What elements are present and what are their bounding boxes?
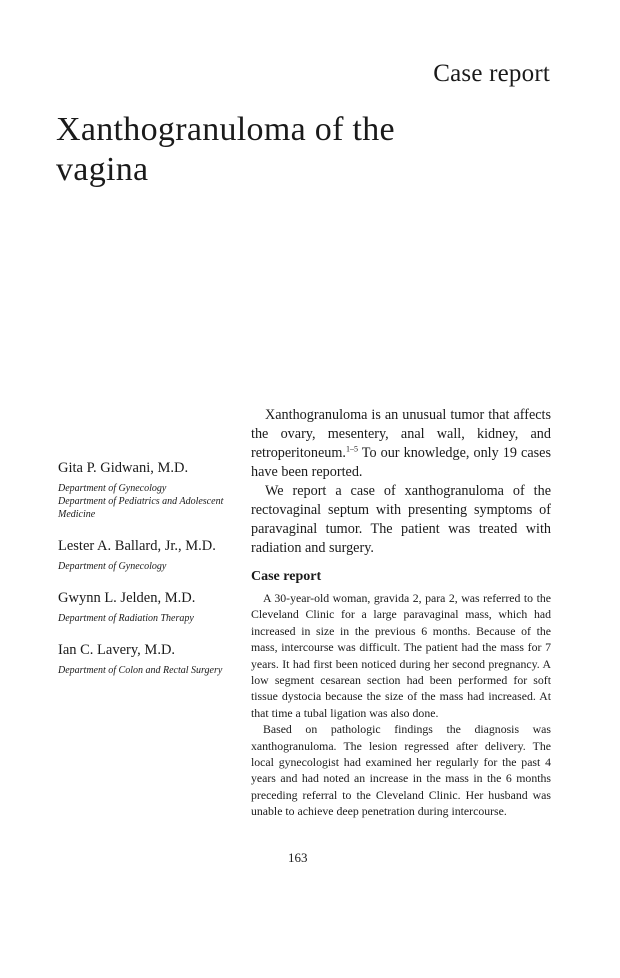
case-paragraph: A 30-year-old woman, gravida 2, para 2, was referred to the Cleveland Clinic for a large paravaginal mass, which had increased in size in the previous 6 months. Because of the mass, intercourse was difficult. The patient had the mass for 7 years. It had first been noticed during her second pregnancy. A low segment cesarean section had been performed for soft tissue dystocia because the size of the mass had increased. At that time a tubal ligation was also done. bbox=[251, 591, 551, 720]
author-department: Department of Gynecology bbox=[58, 483, 167, 494]
author-department: Department of Colon and Rectal Surgery bbox=[58, 665, 223, 676]
author-department: Department of Pediatrics and Adolescent Medicine bbox=[58, 496, 224, 520]
author-list bbox=[58, 459, 233, 693]
case-report-section bbox=[251, 568, 551, 820]
article-title: Xanthogranuloma of the vagina bbox=[56, 111, 395, 188]
body-column bbox=[251, 406, 551, 820]
intro-text: To our knowledge, only 19 cases have been reported. bbox=[251, 445, 551, 480]
author-block bbox=[58, 537, 233, 573]
author-name: Lester A. Ballard, Jr., M.D. bbox=[58, 538, 216, 554]
page-number: 163 bbox=[288, 850, 308, 865]
introduction bbox=[251, 406, 551, 558]
author-department: Department of Gynecology bbox=[58, 561, 167, 572]
author-block bbox=[58, 459, 233, 521]
author-name: Ian C. Lavery, M.D. bbox=[58, 642, 176, 658]
author-name: Gita P. Gidwani, M.D. bbox=[58, 460, 189, 476]
author-department: Department of Radiation Therapy bbox=[58, 613, 194, 624]
case-paragraph: Based on pathologic findings the diagnosis was xanthogranuloma. The lesion regressed after delivery. The local gynecologist had examined her regularly for the past 4 years and had noted an increase in the mass in the 6 months preceding referral to the Cleveland Clinic. Her husband was unable to achieve deep penetration during intercourse. bbox=[251, 722, 551, 819]
intro-text: Xanthogranuloma is an unusual tumor that affects the ovary, mesentery, anal wall, kidney, and retroperitoneum. bbox=[251, 407, 551, 461]
intro-paragraph bbox=[251, 406, 551, 482]
author-block bbox=[58, 641, 233, 677]
author-name: Gwynn L. Jelden, M.D. bbox=[58, 590, 196, 606]
section-label: Case report bbox=[433, 60, 550, 87]
author-block bbox=[58, 589, 233, 625]
section-heading: Case report bbox=[251, 569, 322, 584]
reference-superscript: 1–5 bbox=[345, 444, 358, 454]
intro-paragraph: We report a case of xanthogranuloma of the rectovaginal septum with presenting symptoms of paravaginal tumor. The patient was treated with radiation and surgery. bbox=[251, 483, 551, 556]
